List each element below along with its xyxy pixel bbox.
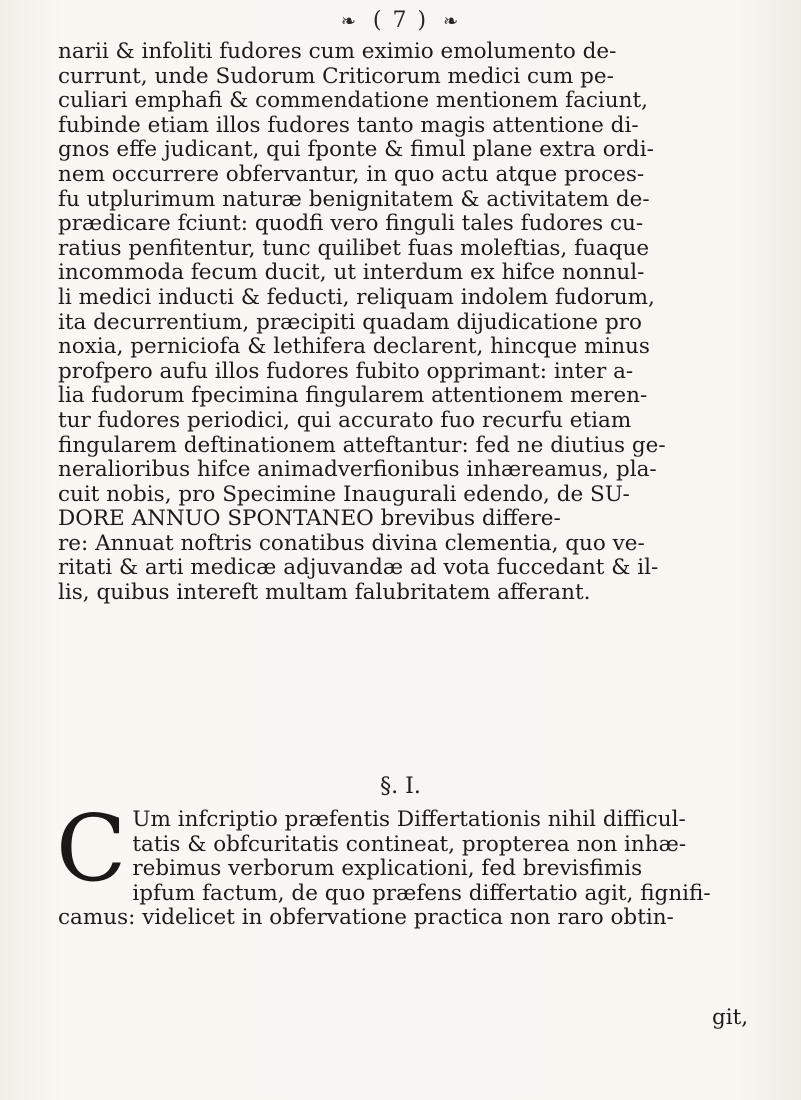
catchword: git, — [712, 1005, 749, 1030]
text-line: neralioribus hifce animadverfionibus inhæreamus, pla- — [58, 458, 657, 483]
text-line: fubinde etiam illos fudores tanto magis attentione di- — [58, 113, 639, 138]
text-line: nem occurrere obfervantur, in quo actu atque proces- — [58, 162, 645, 187]
text-line: camus: videlicet in obfervatione practica non raro obtin- — [58, 906, 674, 931]
text-line: ratius penfitentur, tunc quilibet fuas moleftias, fuaque — [58, 236, 650, 261]
text-line: currunt, unde Sudorum Criticorum medici cum pe- — [58, 64, 614, 89]
drop-cap: C — [56, 795, 127, 902]
text-line: li medici inducti & feducti, reliquam indolem fudorum, — [58, 285, 655, 310]
text-line: lis, quibus intereft multam falubritatem afferant. — [58, 581, 591, 606]
text-line: cuit nobis, pro Specimine Inaugurali edendo, de SU- — [58, 482, 630, 507]
ornament-right-icon: ❧ — [443, 10, 461, 32]
text-line: culiari emphafi & commendatione mentionem faciunt, — [58, 89, 648, 114]
page-number: ( 7 ) — [372, 8, 429, 33]
text-line: rebimus verborum explicationi, fed brevisfimis — [132, 857, 643, 882]
body-paragraph — [58, 40, 768, 606]
section-paragraph — [56, 795, 768, 931]
text-line: tatis & obfcuritatis contineat, propterea non inhæ- — [132, 832, 687, 857]
ornament-left-icon: ❧ — [340, 10, 358, 32]
text-line: fingularem deftinationem atteftantur: fed ne diutius ge- — [58, 433, 666, 458]
text-line: Um infcriptio præfentis Differtationis nihil difficul- — [132, 808, 686, 832]
text-line: re: Annuat noftris conatibus divina clementia, quo ve- — [58, 531, 645, 556]
text-line: narii & infoliti fudores cum eximio emolumento de- — [58, 40, 617, 64]
page-header — [0, 8, 801, 33]
text-line: incommoda fecum ducit, ut interdum ex hifce nonnul- — [58, 261, 645, 286]
section-heading: §. I. — [380, 774, 421, 799]
text-line: ita decurrentium, præcipiti quadam dijudicatione pro — [58, 310, 642, 335]
text-line: profpero aufu illos fudores fubito opprimant: inter a- — [58, 359, 634, 384]
text-line: lia fudorum fpecimina fingularem attentionem meren- — [58, 384, 648, 409]
text-line: prædicare fciunt: quodfi vero finguli tales fudores cu- — [58, 212, 644, 237]
text-line: tur fudores periodici, qui accurato fuo recurfu etiam — [58, 408, 632, 433]
text-line: ipfum factum, de quo præfens differtatio agit, fignifi- — [132, 881, 711, 906]
text-line: fu utplurimum naturæ benignitatem & activitatem de- — [58, 187, 650, 212]
text-line: DORE ANNUO SPONTANEO brevibus differe- — [58, 507, 561, 532]
text-line: noxia, perniciofa & lethifera declarent, hincque minus — [58, 335, 650, 360]
text-line: gnos effe judicant, qui fponte & fimul plane extra ordi- — [58, 138, 654, 163]
text-line: ritati & arti medicæ adjuvandæ ad vota fuccedant & il- — [58, 556, 659, 581]
